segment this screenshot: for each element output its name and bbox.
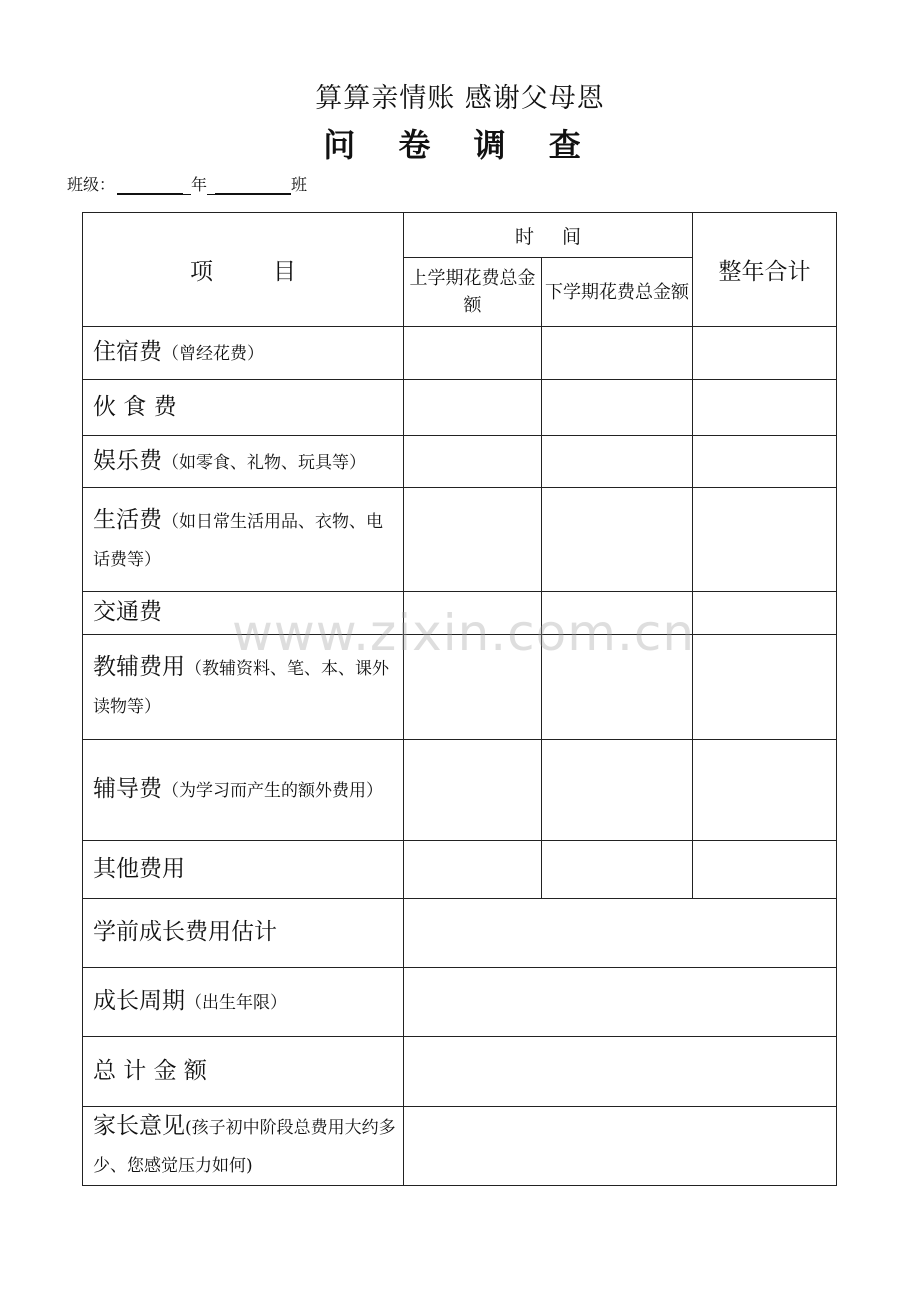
row-label: 学前成长费用估计 bbox=[83, 899, 404, 968]
second-term-cell[interactable] bbox=[542, 635, 693, 740]
header-time-label: 时 间 bbox=[514, 225, 582, 248]
row-label: 伙 食 费 bbox=[83, 380, 404, 436]
table-row bbox=[83, 327, 837, 380]
year-total-cell[interactable] bbox=[693, 635, 837, 740]
summary-value-cell[interactable] bbox=[404, 899, 837, 968]
first-term-cell[interactable] bbox=[404, 841, 542, 899]
survey-table bbox=[82, 212, 837, 1186]
watermark-text: www.zixin.com.cn bbox=[232, 604, 696, 662]
row-label: 交通费 bbox=[83, 592, 404, 635]
header-year-total: 整年合计 bbox=[693, 213, 837, 327]
table-row bbox=[83, 841, 837, 899]
class-label: 班级： bbox=[67, 175, 116, 194]
second-term-cell[interactable] bbox=[542, 436, 693, 488]
year-total-cell[interactable] bbox=[693, 592, 837, 635]
row-label: 辅导费（为学习而产生的额外费用） bbox=[83, 740, 404, 841]
first-term-cell[interactable] bbox=[404, 380, 542, 436]
row-label: 成长周期（出生年限） bbox=[83, 968, 404, 1037]
class-blank-field[interactable] bbox=[215, 177, 291, 195]
row-label: 总 计 金 额 bbox=[83, 1037, 404, 1107]
first-term-cell[interactable] bbox=[404, 327, 542, 380]
second-term-cell[interactable] bbox=[542, 740, 693, 841]
row-label: 住宿费（曾经花费） bbox=[83, 327, 404, 380]
year-total-cell[interactable] bbox=[693, 327, 837, 380]
grade-blank-field[interactable] bbox=[117, 177, 183, 195]
table-row bbox=[83, 740, 837, 841]
header-item bbox=[83, 213, 404, 327]
first-term-cell[interactable] bbox=[404, 740, 542, 841]
summary-value-cell[interactable] bbox=[404, 1037, 837, 1107]
second-term-cell[interactable] bbox=[542, 488, 693, 592]
year-total-cell[interactable] bbox=[693, 380, 837, 436]
second-term-cell[interactable] bbox=[542, 380, 693, 436]
class-info-line bbox=[67, 172, 307, 195]
summary-row bbox=[83, 1107, 837, 1186]
row-label: 教辅费用（教辅资料、笔、本、课外读物等） bbox=[83, 635, 404, 740]
first-term-cell[interactable] bbox=[404, 592, 542, 635]
second-term-cell[interactable] bbox=[542, 841, 693, 899]
page-subtitle: 问 卷 调 查 bbox=[323, 126, 597, 164]
summary-row bbox=[83, 899, 837, 968]
table-row bbox=[83, 635, 837, 740]
year-total-cell[interactable] bbox=[693, 436, 837, 488]
parent-opinion-cell[interactable] bbox=[404, 1107, 837, 1186]
header-item-label: 项 目 bbox=[190, 259, 296, 285]
row-label: 娱乐费（如零食、礼物、玩具等） bbox=[83, 436, 404, 488]
page-title: 算算亲情账 感谢父母恩 bbox=[315, 83, 605, 114]
header-second-term: 下学期花费总金额 bbox=[542, 258, 693, 327]
first-term-cell[interactable] bbox=[404, 635, 542, 740]
class-unit-label: 班 bbox=[291, 175, 308, 194]
summary-row bbox=[83, 968, 837, 1037]
summary-value-cell[interactable] bbox=[404, 968, 837, 1037]
table-row bbox=[83, 380, 837, 436]
second-term-cell[interactable] bbox=[542, 327, 693, 380]
header-first-term: 上学期花费总金额 bbox=[404, 258, 542, 327]
first-term-cell[interactable] bbox=[404, 436, 542, 488]
row-label: 家长意见(孩子初中阶段总费用大约多少、您感觉压力如何) bbox=[83, 1107, 404, 1186]
header-time bbox=[404, 213, 693, 258]
table-row bbox=[83, 488, 837, 592]
year-total-cell[interactable] bbox=[693, 740, 837, 841]
table-row bbox=[83, 436, 837, 488]
year-total-cell[interactable] bbox=[693, 841, 837, 899]
row-label: 其他费用 bbox=[83, 841, 404, 899]
year-total-cell[interactable] bbox=[693, 488, 837, 592]
year-unit-label: 年 bbox=[191, 175, 208, 194]
summary-row bbox=[83, 1037, 837, 1107]
first-term-cell[interactable] bbox=[404, 488, 542, 592]
row-label: 生活费（如日常生活用品、衣物、电话费等） bbox=[83, 488, 404, 592]
table-row bbox=[83, 592, 837, 635]
second-term-cell[interactable] bbox=[542, 592, 693, 635]
